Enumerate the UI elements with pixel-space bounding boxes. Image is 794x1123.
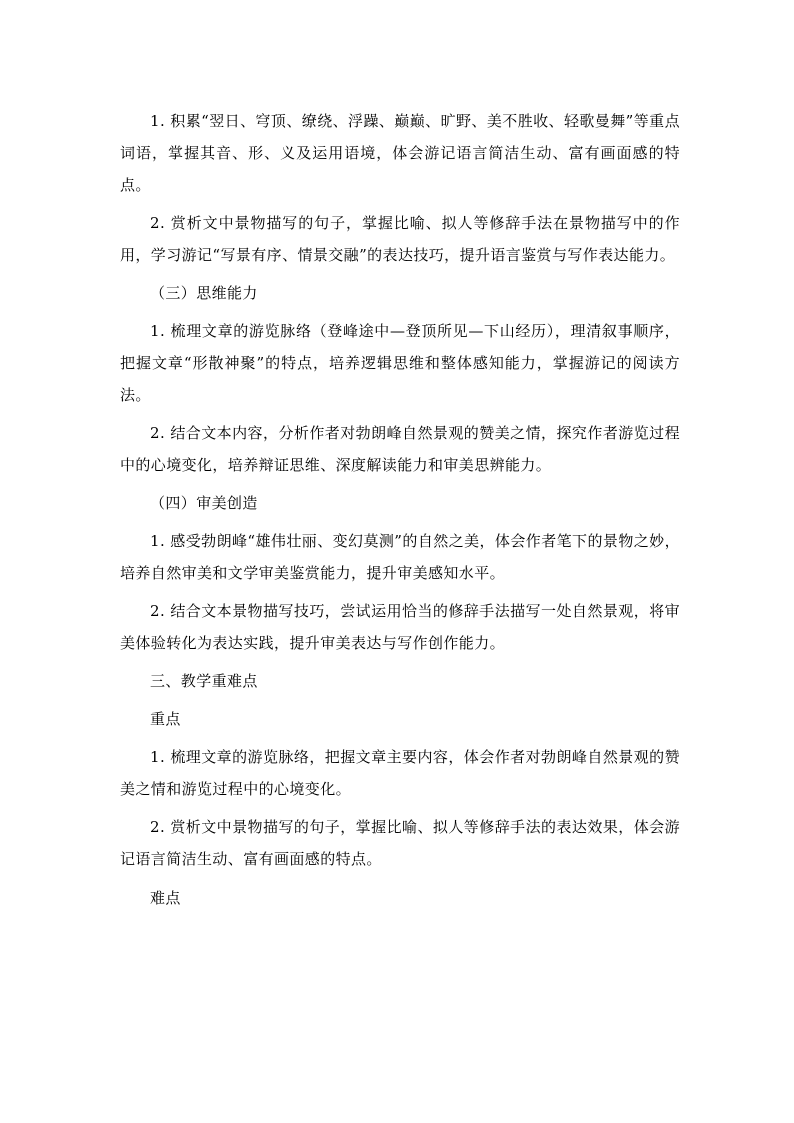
goal-paragraph-1: 1. 积累“翌日、穹顶、缭绕、浮躁、巅巅、旷野、美不胜收、轻歌曼舞”等重点词语，掌握其音、形、义及运用语境，体会游记语言简洁生动、富有画面感的特点。 [120, 112, 680, 194]
thinking-paragraph-1: 1. 梳理文章的游览脉络（登峰途中—登顶所见—下山经历），理清叙事顺序，把握文章“形散神聚”的特点，培养逻辑思维和整体感知能力，掌握游记的阅读方法。 [120, 322, 680, 404]
subheading-key-points: 重点 [150, 710, 181, 728]
key-point-1: 1. 梳理文章的游览脉络，把握文章主要内容，体会作者对勃朗峰自然景观的赞美之情和游览过程中的心境变化。 [120, 748, 680, 798]
section-heading-key-difficult: 三、教学重难点 [150, 672, 258, 690]
goal-paragraph-2: 2. 赏析文中景物描写的句子，掌握比喻、拟人等修辞手法在景物描写中的作用，学习游记“写景有序、情景交融”的表达技巧，提升语言鉴赏与写作表达能力。 [120, 214, 680, 264]
subheading-difficult-points: 难点 [150, 889, 181, 907]
thinking-paragraph-2: 2. 结合文本内容，分析作者对勃朗峰自然景观的赞美之情，探究作者游览过程中的心境变化，培养辩证思维、深度解读能力和审美思辨能力。 [120, 424, 680, 474]
section-heading-aesthetic: （四）审美创造 [150, 494, 258, 512]
document-page [120, 105, 680, 914]
aesthetic-paragraph-2: 2. 结合文本景物描写技巧，尝试运用恰当的修辞手法描写一处自然景观，将审美体验转化为表达实践，提升审美表达与写作创作能力。 [120, 602, 680, 652]
section-heading-thinking: （三）思维能力 [150, 284, 258, 302]
aesthetic-paragraph-1: 1. 感受勃朗峰“雄伟壮丽、变幻莫测”的自然之美，体会作者笔下的景物之妙，培养自然审美和文学审美鉴赏能力，提升审美感知水平。 [120, 532, 680, 582]
key-point-2: 2. 赏析文中景物描写的句子，掌握比喻、拟人等修辞手法的表达效果，体会游记语言简洁生动、富有画面感的特点。 [120, 818, 680, 868]
